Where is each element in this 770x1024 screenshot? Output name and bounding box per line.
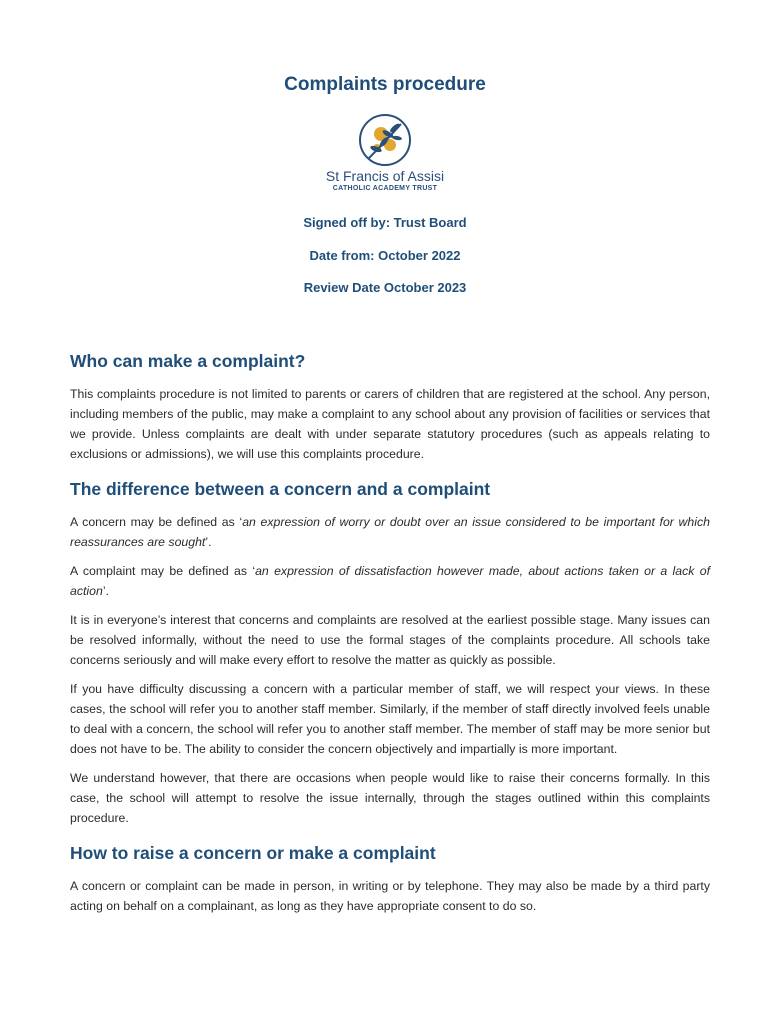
document-body	[70, 349, 710, 916]
concern-definition	[70, 512, 710, 552]
concern-definition-lead: A concern may be defined as ‘	[70, 515, 243, 529]
olive-branch-icon	[357, 112, 413, 168]
paragraph: If you have difficulty discussing a concern with a particular member of staff, we will respect your views. In these cases, the school will refer you to another staff member. Similarly, if the member of staff directly involved feels unable to deal with a concern, the school will refer you to another staff member. The member of staff may be more senior but does not have to be. The ability to consider the concern objectively and impartially is more important.	[70, 682, 710, 756]
complaint-definition-tail: ’.	[102, 584, 109, 598]
concern-definition-tail: ’.	[205, 535, 212, 549]
section-heading-concern-vs-complaint: The difference between a concern and a complaint	[70, 479, 491, 499]
date-from-line: Date from: October 2022	[309, 248, 461, 263]
complaint-definition-quote: an expression of dissatisfaction however made, about actions taken or a lack of action	[70, 564, 710, 598]
paragraph: We understand however, that there are occasions when people would like to raise their concerns formally. In this case, the school will attempt to resolve the issue internally, through the stages outlined within this complaints procedure.	[70, 771, 710, 825]
logo-trust-name: St Francis of Assisi	[325, 168, 445, 184]
section-heading-who-can-complain: Who can make a complaint?	[70, 351, 306, 371]
trust-logo	[300, 112, 470, 198]
document-title: Complaints procedure	[284, 74, 486, 95]
concern-definition-quote: an expression of worry or doubt over an issue considered to be important for which reassurances are sought	[70, 515, 710, 549]
paragraph: A concern or complaint can be made in person, in writing or by telephone. They may also be made by a third party acting on behalf on a complainant, as long as they have appropriate consent to do so.	[70, 879, 710, 913]
signed-off-line: Signed off by: Trust Board	[303, 215, 467, 230]
paragraph: It is in everyone’s interest that concerns and complaints are resolved at the earliest possible stage. Many issues can be resolved informally, without the need to use the formal stages of the complaints procedure. All schools take concerns seriously and will make every effort to resolve the matter as quickly as possible.	[70, 613, 710, 667]
section-heading-how-to-raise: How to raise a concern or make a complaint	[70, 843, 436, 863]
review-date-line: Review Date October 2023	[303, 280, 467, 295]
complaint-definition	[70, 561, 710, 601]
logo-trust-subtitle: CATHOLIC ACADEMY TRUST	[332, 185, 438, 192]
paragraph: This complaints procedure is not limited to parents or carers of children that are registered at the school. Any person, including members of the public, may make a complaint to any school about any provision of facilities or services that we provide. Unless complaints are dealt with under separate statutory procedures (such as appeals relating to exclusions or admissions), we will use this complaints procedure.	[70, 387, 710, 461]
complaint-definition-lead: A complaint may be defined as ‘	[70, 564, 256, 578]
